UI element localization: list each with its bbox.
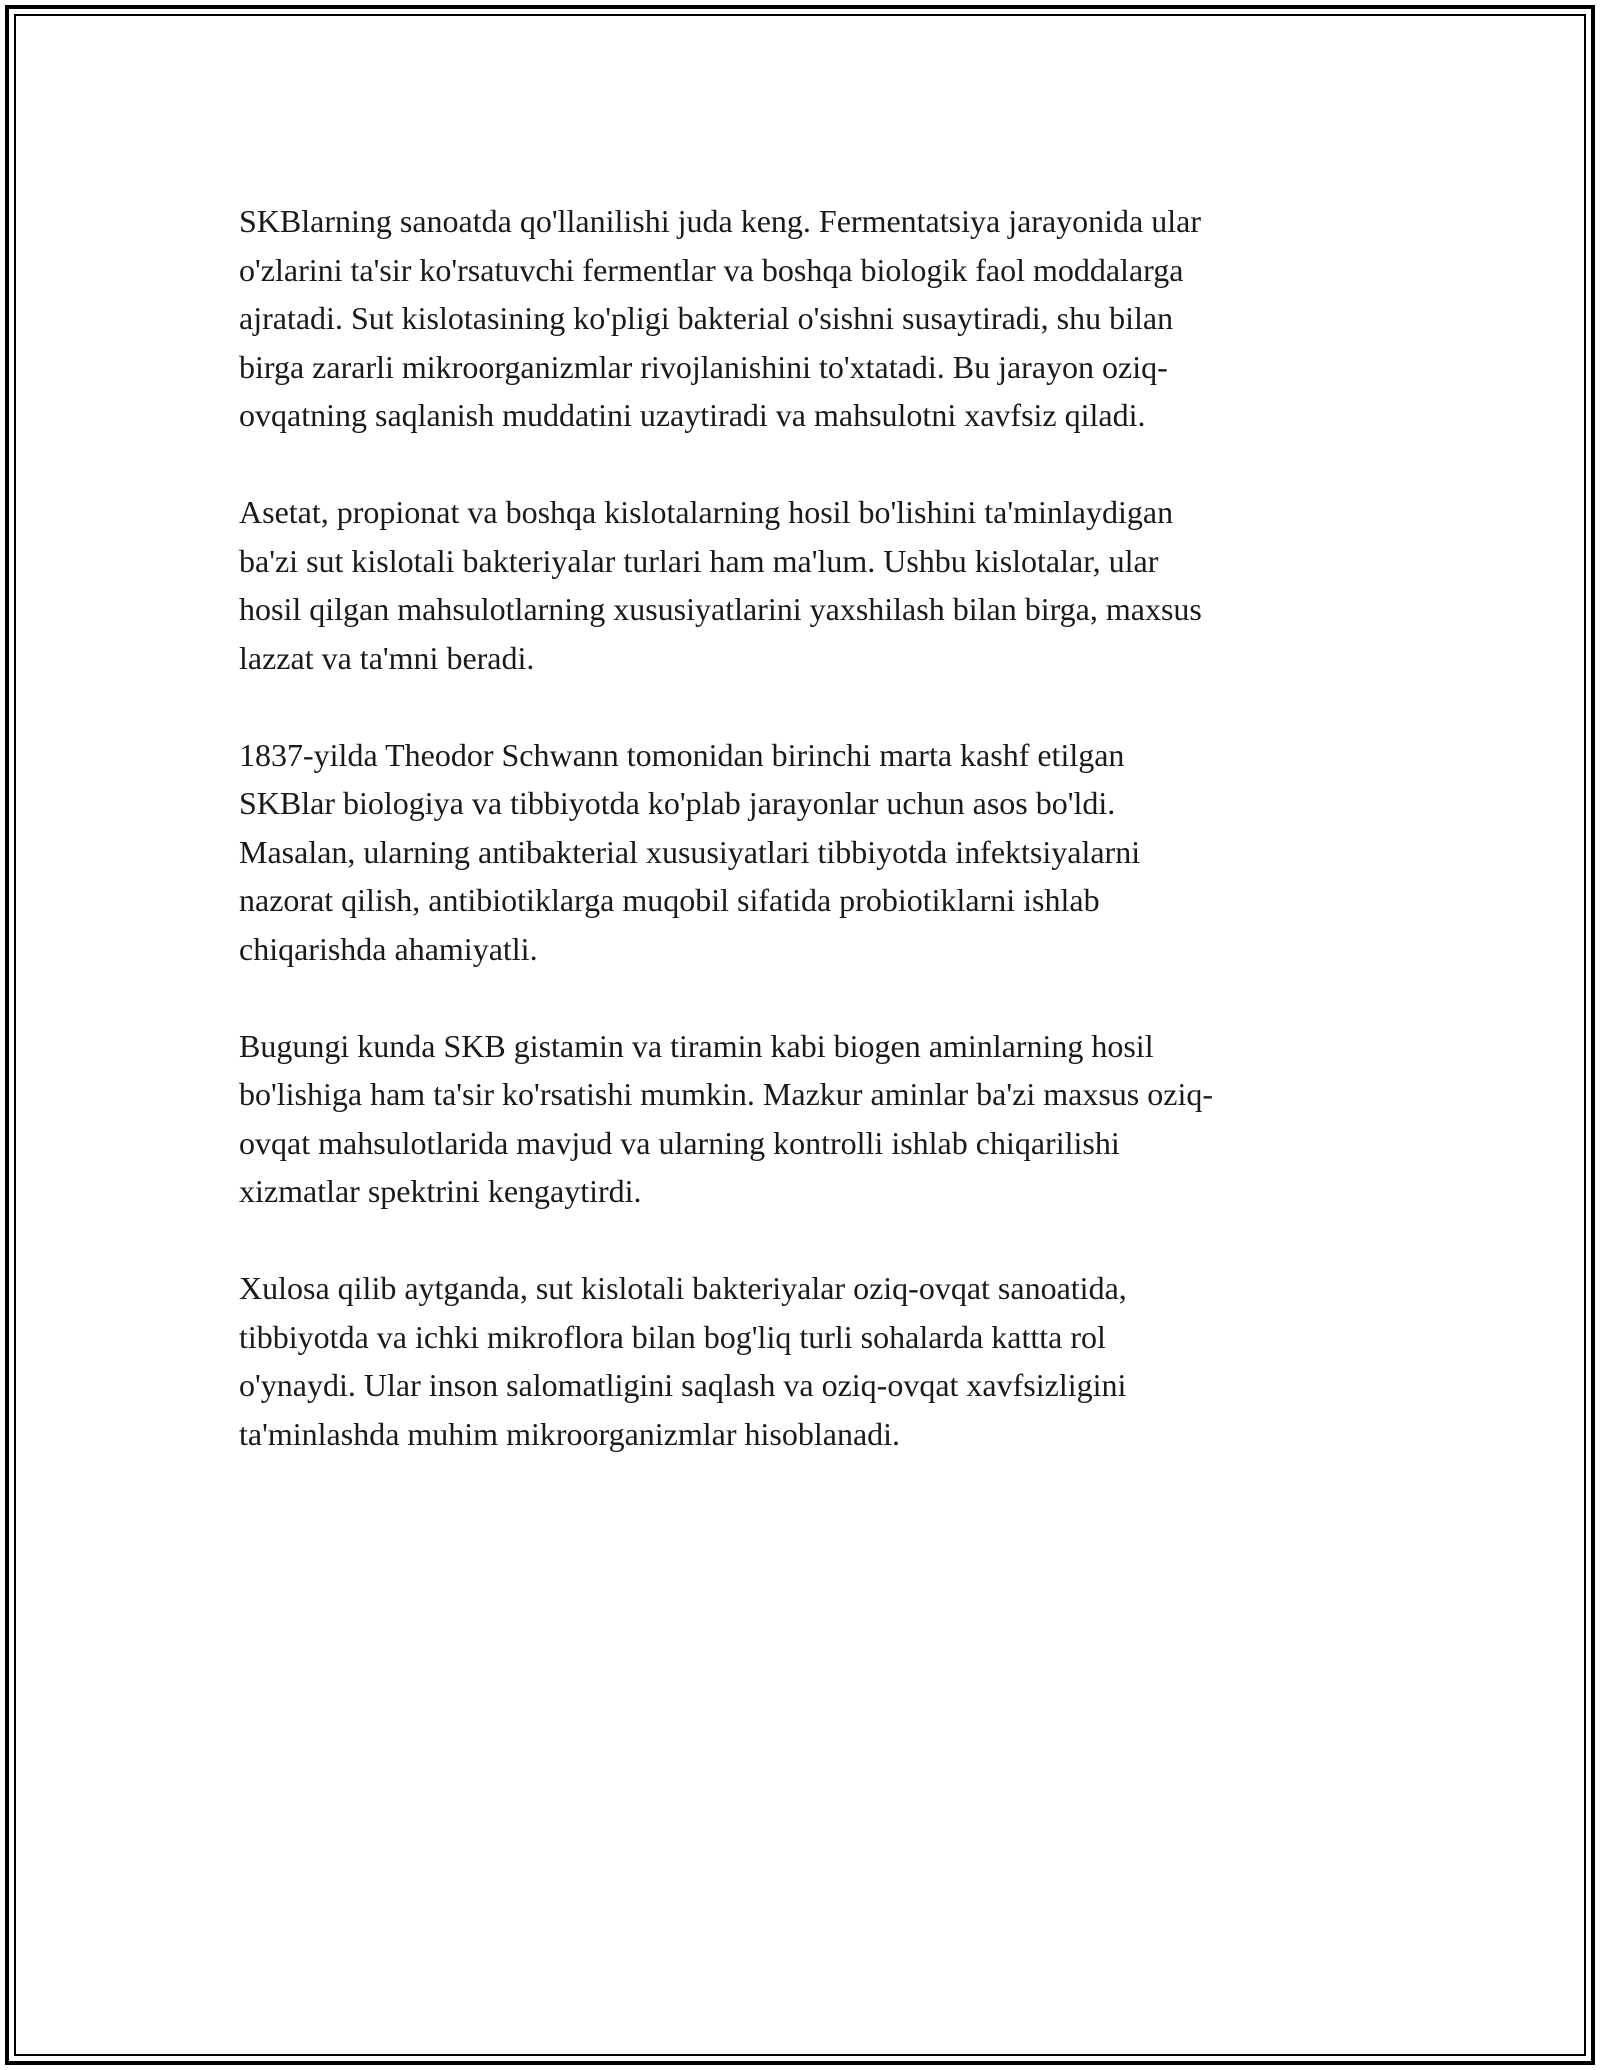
text-line: SKBlarning sanoatda qo'llanilishi juda keng. Fermentatsiya jarayonida ular — [239, 203, 1201, 239]
paragraph-5 — [239, 1264, 1379, 1458]
text-line: bo'lishiga ham ta'sir ko'rsatishi mumkin. Mazkur aminlar ba'zi maxsus oziq- — [239, 1076, 1213, 1112]
text-line: o'ynaydi. Ular inson salomatligini saqlash va oziq-ovqat xavfsizligini — [239, 1367, 1127, 1403]
text-line: Xulosa qilib aytganda, sut kislotali bakteriyalar oziq-ovqat sanoatida, — [239, 1270, 1127, 1306]
text-line: o'zlarini ta'sir ko'rsatuvchi fermentlar va boshqa biologik faol moddalarga — [239, 251, 1184, 288]
text-line: Asetat, propionat va boshqa kislotalarning hosil bo'lishini ta'minlaydigan — [239, 494, 1174, 530]
text-line: Masalan, ularning antibakterial xususiyatlari tibbiyotda infektsiyalarni — [239, 833, 1141, 870]
text-line: chiqarishda ahamiyatli. — [239, 930, 538, 967]
text-line: ajratadi. Sut kislotasining ko'pligi bakterial o'sishni susaytiradi, shu bilan — [239, 300, 1174, 336]
paragraph-1 — [239, 197, 1379, 440]
paragraph-3 — [239, 731, 1379, 974]
text-line: SKBlar biologiya va tibbiyotda ko'plab jarayonlar uchun asos bo'ldi. — [239, 785, 1116, 821]
text-line: lazzat va ta'mni beradi. — [239, 639, 535, 676]
paragraph-2 — [239, 488, 1379, 682]
text-line: 1837-yilda Theodor Schwann tomonidan birinchi marta kashf etilgan — [239, 736, 1125, 773]
text-line: ovqat mahsulotlarida mavjud va ularning kontrolli ishlab chiqarilishi — [239, 1124, 1120, 1161]
text-line: Bugungi kunda SKB gistamin va tiramin kabi biogen aminlarning hosil — [239, 1027, 1154, 1064]
text-line: ba'zi sut kislotali bakteriyalar turlari ham ma'lum. Ushbu kislotalar, ular — [239, 542, 1159, 579]
text-line: tibbiyotda va ichki mikroflora bilan bog'liq turli sohalarda kattta rol — [239, 1318, 1106, 1355]
page-border — [5, 5, 1595, 2065]
text-line: birga zararli mikroorganizmlar rivojlanishini to'xtatadi. Bu jarayon oziq- — [239, 348, 1168, 385]
text-line: xizmatlar spektrini kengaytirdi. — [239, 1173, 642, 1209]
text-line: hosil qilgan mahsulotlarning xususiyatlarini yaxshilash bilan birga, maxsus — [239, 591, 1202, 627]
paragraph-4 — [239, 1022, 1379, 1216]
document-body — [239, 197, 1379, 1507]
text-line: ovqatning saqlanish muddatini uzaytiradi va mahsulotni xavfsiz qiladi. — [239, 397, 1146, 433]
text-line: ta'minlashda muhim mikroorganizmlar hisoblanadi. — [239, 1415, 901, 1452]
text-line: nazorat qilish, antibiotiklarga muqobil sifatida probiotiklarni ishlab — [239, 882, 1100, 918]
